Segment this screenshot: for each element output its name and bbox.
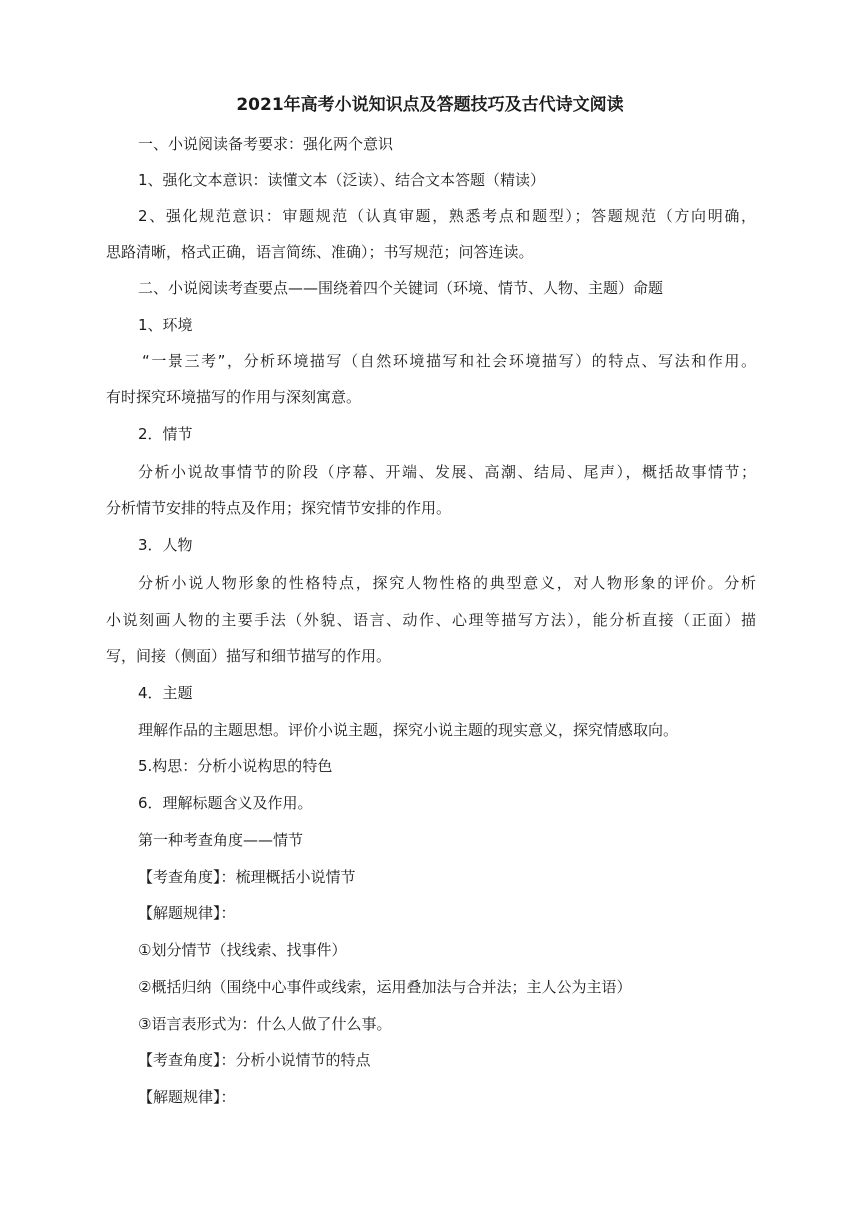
paragraph-line: 6．理解标题含义及作用。 [138,794,313,812]
paragraph-line: 【解题规律】： [138,904,236,922]
paragraph-line: 有时探究环境描写的作用与深刻寓意。 [106,388,362,406]
paragraph-line: 【考查角度】：梳理概括小说情节 [138,868,356,886]
paragraph-line: 分析小说故事情节的阶段（序幕、开端、发展、高潮、结局、尾声），概括故事情节； [138,463,756,481]
paragraph-line: 分析情节安排的特点及作用；探究情节安排的作用。 [106,499,452,517]
paragraph-line: ③语言表形式为：什么人做了什么事。 [138,1015,392,1033]
subheading-environment: 1、环境 [138,316,193,334]
paragraph-line: 分析小说人物形象的性格特点，探究人物性格的典型意义，对人物形象的评价。分析 [138,574,756,592]
paragraph-line: 1、强化文本意识：读懂文本（泛读）、结合文本答题（精读） [138,171,546,189]
paragraph-line: 【解题规律】： [138,1088,236,1106]
paragraph-line: 2、强化规范意识：审题规范（认真审题，熟悉考点和题型）；答题规范（方向明确， [138,207,756,225]
paragraph-line: 思路清晰，格式正确，语言简练、准确）；书写规范；问答连读。 [106,243,534,261]
subheading-theme: 4．主题 [138,684,193,702]
paragraph-line: 【考查角度】：分析小说情节的特点 [138,1051,371,1069]
paragraph-line: 5.构思：分析小说构思的特色 [138,757,333,775]
document-title: 2021年高考小说知识点及答题技巧及古代诗文阅读 [236,95,624,115]
subheading-plot: 2．情节 [138,425,193,443]
paragraph-line: ②概括归纳（围绕中心事件或线索，运用叠加法与合并法；主人公为主语） [138,978,632,996]
paragraph-line: 理解作品的主题思想。评价小说主题，探究小说主题的现实意义，探究情感取向。 [138,721,679,739]
paragraph-line: 第一种考查角度——情节 [138,831,304,849]
paragraph-line: 写，间接（侧面）描写和细节描写的作用。 [106,647,392,665]
paragraph-line: “一景三考”，分析环境描写（自然环境描写和社会环境描写）的特点、写法和作用。 [142,352,756,370]
paragraph-line: 小说刻画人物的主要手法（外貌、语言、动作、心理等描写方法），能分析直接（正面）描 [106,611,756,629]
subheading-character: 3．人物 [138,536,193,554]
section-heading-2: 二、小说阅读考查要点——围绕着四个关键词（环境、情节、人物、主题）命题 [138,279,664,297]
section-heading-1: 一、小说阅读备考要求：强化两个意识 [138,135,394,153]
paragraph-line: ①划分情节（找线索、找事件） [138,941,347,959]
